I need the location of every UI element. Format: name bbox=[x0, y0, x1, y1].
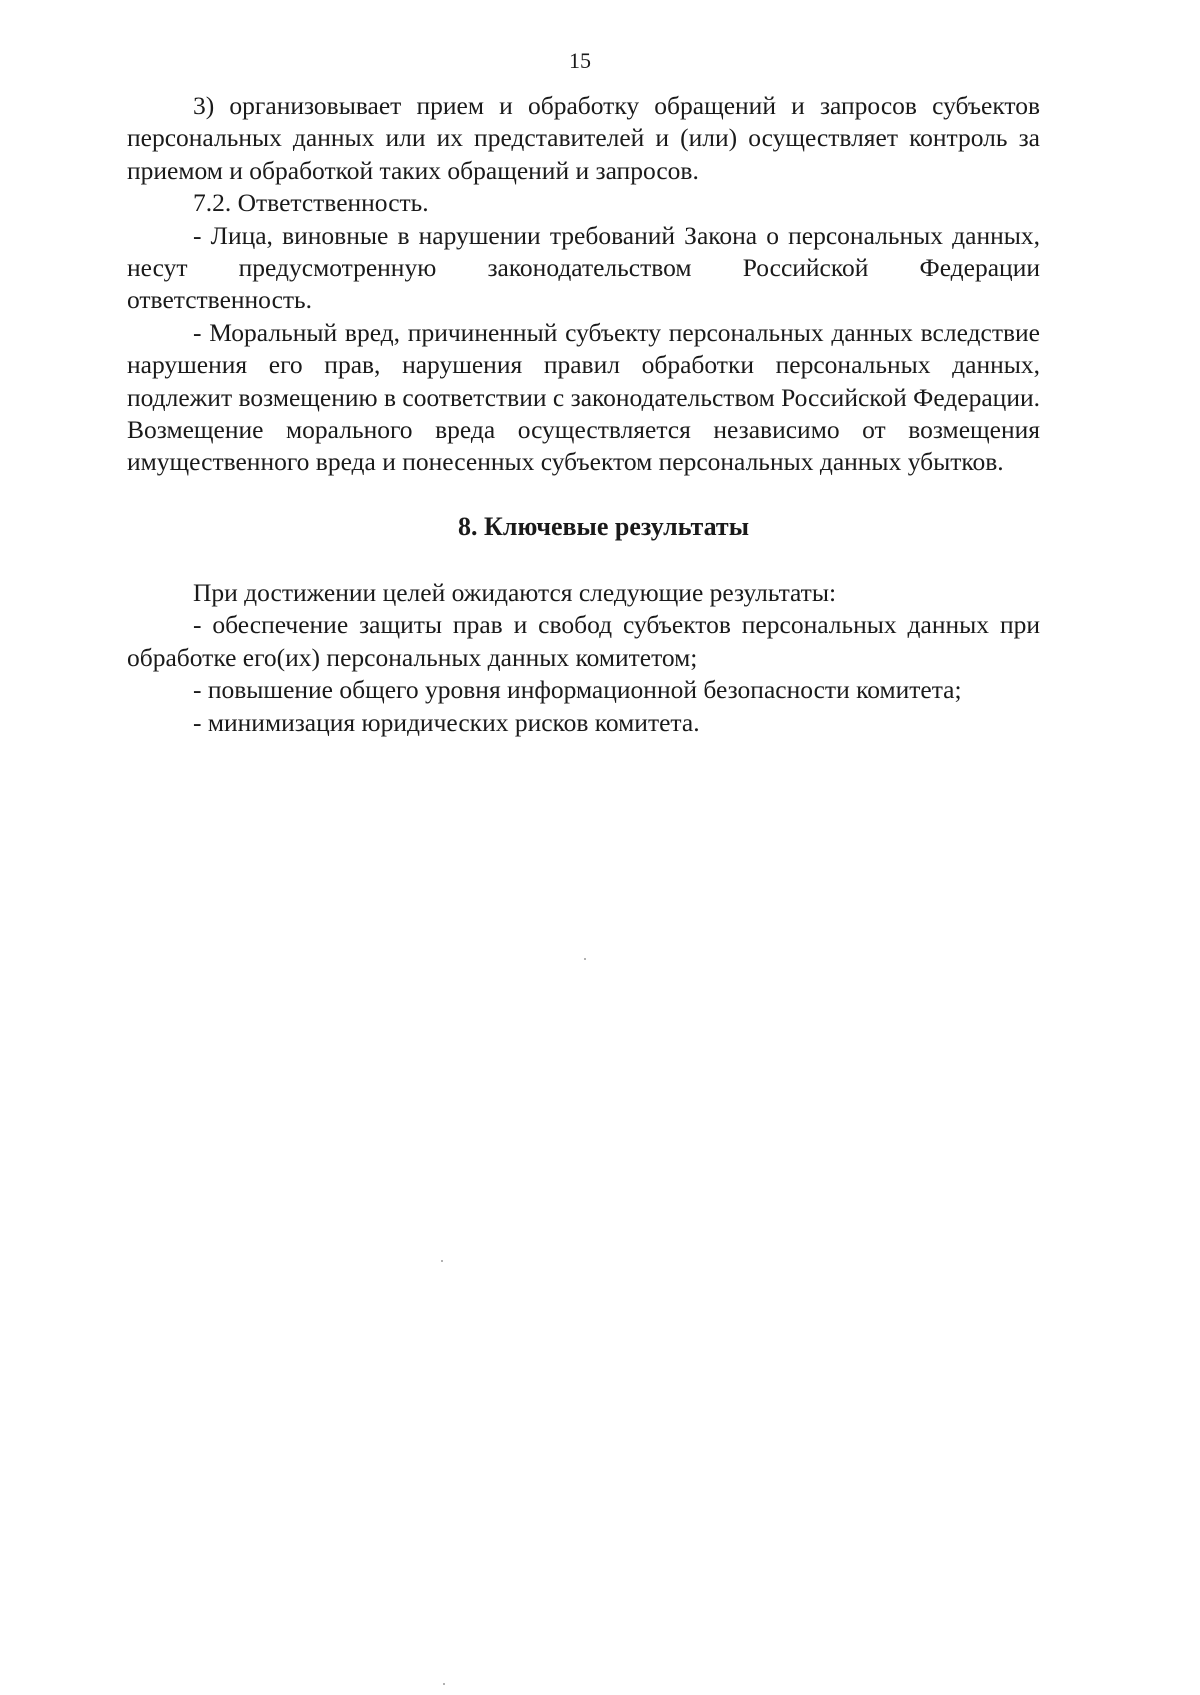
section-heading-key-results: 8. Ключевые результаты bbox=[458, 511, 749, 541]
paragraph-item-3: 3) организовывает прием и обработку обращений и запросов субъектов персональных данных или их представителей и (или) осуществляет контроль за приемом и обработкой таких обращений и запросов. bbox=[127, 91, 1040, 185]
page-content bbox=[127, 90, 1040, 739]
paragraph-results-intro: При достижении целей ожидаются следующие результаты: bbox=[193, 577, 837, 607]
scan-speck bbox=[443, 1683, 445, 1685]
list-item-result: - минимизация юридических рисков комитета. bbox=[193, 707, 700, 737]
paragraph-liability: - Лица, виновные в нарушении требований Закона о персональных данных, несут предусмотренную законодательством Российской Федерации ответственность. bbox=[127, 220, 1040, 315]
subheading-responsibility: 7.2. Ответственность. bbox=[193, 188, 429, 218]
scan-speck bbox=[441, 1260, 443, 1262]
list-item-result: - обеспечение защиты прав и свобод субъектов персональных данных при обработке его(их) персональных данных комитетом; bbox=[127, 610, 1040, 672]
page-number: 15 bbox=[569, 48, 591, 73]
scan-speck bbox=[584, 958, 586, 960]
paragraph-moral-damage: - Моральный вред, причиненный субъекту персональных данных вследствие нарушения его прав, нарушения правил обработки персональных данных, подлежит возмещению в соответствии с законодательством Российской Федерации. Возмещение морального вреда осуществляется независимо от возмещения имущественного вреда и понесенных субъектом персональных данных убытков. bbox=[127, 317, 1040, 477]
list-item-result: - повышение общего уровня информационной безопасности комитета; bbox=[193, 675, 962, 705]
